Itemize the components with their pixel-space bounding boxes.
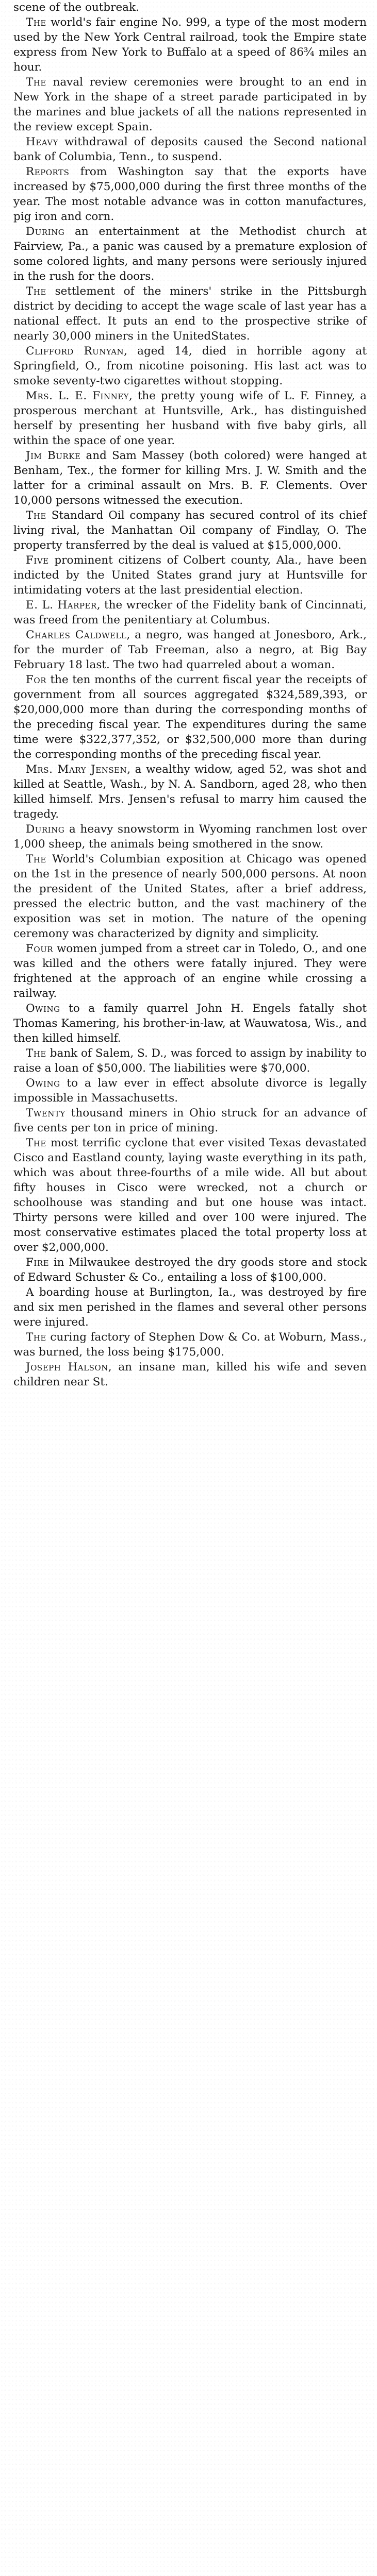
news-item: [13, 134, 367, 164]
news-item: [13, 598, 367, 628]
news-item-text: bank of Salem, S. D., was forced to assign by inability to raise a loan of $50,000. The liabilities were $70,000.: [13, 1047, 367, 1075]
news-item: [13, 1046, 367, 1076]
news-item-lead: A: [26, 1286, 35, 1299]
news-item-lead: The: [26, 509, 46, 522]
news-item-text: to a family quarrel John H. Engels fatally shot Thomas Kamering, his brother-in-law, at Wauwatosa, Wis., and then killed himself.: [13, 1002, 367, 1045]
news-item-lead: Joseph Halson: [26, 1361, 108, 1374]
news-item: [13, 508, 367, 553]
news-item-text: scene of the outbreak.: [13, 1, 139, 14]
news-item: [13, 822, 367, 852]
news-item-text: Standard Oil company has secured control of its chief living rival, the Manhattan Oil company of Findlay, O. The property transferred by the deal is valued at $15,000,000.: [13, 509, 367, 552]
news-item-lead: Heavy: [26, 135, 59, 148]
news-item: [13, 284, 367, 344]
news-item: [13, 1076, 367, 1106]
news-item: [13, 224, 367, 284]
news-item-lead: The: [26, 285, 46, 298]
news-item-text: curing factory of Stephen Dow & Co. at Woburn, Mass., was burned, the loss being $175,000.: [13, 1331, 367, 1359]
news-item-text: from Washington say that the exports have increased by $75,000,000 during the first three months of the year. The most notable advance was in cotton manufactures, pig iron and corn.: [13, 165, 367, 223]
news-item: [13, 1001, 367, 1046]
news-item-text: World's Columbian exposition at Chicago was opened on the 1st in the presence of nearly 500,000 persons. At noon the president of the United States, after a brief address, pressed the electric button, and the vast machinery of the exposition was set in motion. The nature of the opening ceremony was characterized by dignity and simplicity.: [13, 853, 367, 940]
news-item-lead: Owing: [26, 1002, 60, 1015]
news-item-lead: Four: [26, 942, 54, 955]
news-item-lead: The: [26, 1137, 46, 1149]
news-item-lead: Twenty: [26, 1107, 65, 1120]
news-item-text: most terrific cyclone that ever visited Texas devastated Cisco and Eastland county, laying waste everything in its path, which was about three-fourths of a mile wide. All but about fifty houses in Cisco were wrecked, not a church or schoolhouse was standing and but one house was intact. Thirty persons were killed and over 100 were injured. The most conservative estimates placed the total property loss at over $2,000,000.: [13, 1137, 367, 1254]
news-item-text: and Sam Massey (both colored) were hanged at Benham, Tex., the former for killing Mrs. J. W. Smith and the latter for a criminal assault on Mrs. B. F. Clements. Over 10,000 persons witnessed the execution.: [13, 449, 367, 507]
news-item-text: to a law ever in effect absolute divorce is legally impossible in Massachusetts.: [13, 1077, 367, 1105]
news-item: [13, 1106, 367, 1136]
news-item: [13, 164, 367, 224]
news-column: [13, 0, 367, 1389]
news-item-text: an entertainment at the Methodist church at Fairview, Pa., a panic was caused by a premature explosion of some colored lights, and many persons were seriously injured in the rush for the doors.: [13, 225, 367, 283]
news-item: [13, 0, 367, 15]
news-item: [13, 1136, 367, 1255]
news-item-lead: Five: [26, 554, 49, 567]
news-item: [13, 628, 367, 672]
news-item-lead: Charles Caldwell: [26, 629, 127, 641]
news-item-text: , aged 14, died in horrible agony at Springfield, O., from nicotine poisoning. His last act was to smoke seventy-two cigarettes without stopping.: [13, 345, 367, 387]
news-item: [13, 388, 367, 448]
news-item: [13, 15, 367, 75]
news-item-text: the ten months of the current fiscal year the receipts of government from all sources aggregated $324,589,393, or $20,000,000 more than during the corresponding months of the preceding fiscal year. The expenditures during the same time were $322,377,352, or $32,500,000 more than during the corresponding months of the preceding fiscal year.: [13, 673, 367, 761]
news-item-text: world's fair engine No. 999, a type of the most modern used by the New York Central railroad, took the Empire state express from New York to Buffalo at a speed of 86¾ miles an hour.: [13, 16, 367, 74]
news-item-lead: For: [26, 673, 47, 686]
news-item-text: prominent citizens of Colbert county, Ala., have been indicted by the United States grand jury at Huntsville for intimidating voters at the last presidential election.: [13, 554, 367, 597]
news-item-text: , a negro, was hanged at Jonesboro, Ark., for the murder of Tab Freeman, also a negro, at Big Bay February 18 last. The two had quarreled about a woman.: [13, 629, 367, 671]
news-item-text: women jumped from a street car in Toledo, O., and one was killed and the others were fatally injured. They were frightened at the approach of an engine while crossing a railway.: [13, 942, 367, 1000]
news-item: [13, 762, 367, 822]
news-item-text: withdrawal of deposits caused the Second national bank of Columbia, Tenn., to suspend.: [13, 135, 367, 163]
news-item-lead: The: [26, 76, 46, 89]
news-item-lead: Owing: [26, 1077, 60, 1090]
news-item-lead: Clifford Runyan: [26, 345, 124, 358]
news-item: [13, 75, 367, 134]
news-item: [13, 852, 367, 941]
news-item: [13, 1360, 367, 1389]
news-item-lead: Jim Burke: [26, 449, 81, 462]
news-item-lead: The: [26, 853, 46, 866]
news-item-lead: During: [26, 823, 65, 836]
news-item-text: a heavy snowstorm in Wyoming ranchmen lost over 1,000 sheep, the animals being smothered in the snow.: [13, 823, 367, 851]
news-item-text: thousand miners in Ohio struck for an advance of five cents per ton in price of mining.: [13, 1107, 367, 1134]
news-item-lead: E. L. Harper: [26, 599, 97, 612]
news-item-lead: Reports: [26, 165, 70, 178]
news-item: [13, 1255, 367, 1285]
news-item-lead: The: [26, 1047, 46, 1060]
news-item-lead: Fire: [26, 1256, 50, 1269]
news-item-lead: The: [26, 1331, 46, 1344]
news-item-text: , the pretty young wife of L. F. Finney, a prosperous merchant at Huntsville, Ark., has distinguished herself by presenting her husband with five baby girls, all within the space of one year.: [13, 389, 367, 447]
news-item: [13, 672, 367, 762]
news-item-lead: During: [26, 225, 65, 238]
news-item-lead: Mrs. Mary Jensen: [26, 763, 127, 776]
news-item: [13, 553, 367, 598]
news-item-text: , the wrecker of the Fidelity bank of Cincinnati, was freed from the penitentiary at Columbus.: [13, 599, 367, 626]
news-item: [13, 448, 367, 508]
news-item-text: , an insane man, killed his wife and seven children near St.: [13, 1361, 367, 1388]
news-item-lead: Mrs. L. E. Finney: [26, 389, 129, 402]
news-item: [13, 1285, 367, 1330]
news-item: [13, 1330, 367, 1360]
news-item-text: in Milwaukee destroyed the dry goods store and stock of Edward Schuster & Co., entailing a loss of $100,000.: [13, 1256, 367, 1284]
news-item-text: boarding house at Burlington, Ia., was destroyed by fire and six men perished in the flames and several other persons were injured.: [13, 1286, 367, 1329]
news-item-lead: The: [26, 16, 46, 29]
news-item-text: naval review ceremonies were brought to an end in New York in the shape of a street parade participated in by the marines and blue jackets of all the nations represented in the review except Spain.: [13, 76, 367, 133]
news-item-text: , a wealthy widow, aged 52, was shot and killed at Seattle, Wash., by N. A. Sandborn, aged 28, who then killed himself. Mrs. Jensen's refusal to marry him caused the tragedy.: [13, 763, 367, 821]
news-item: [13, 344, 367, 388]
news-item: [13, 941, 367, 1001]
news-item-text: settlement of the miners' strike in the Pittsburgh district by deciding to accept the wage scale of last year has a national effect. It puts an end to the prospective strike of nearly 30,000 miners in the UnitedStates.: [13, 285, 367, 343]
